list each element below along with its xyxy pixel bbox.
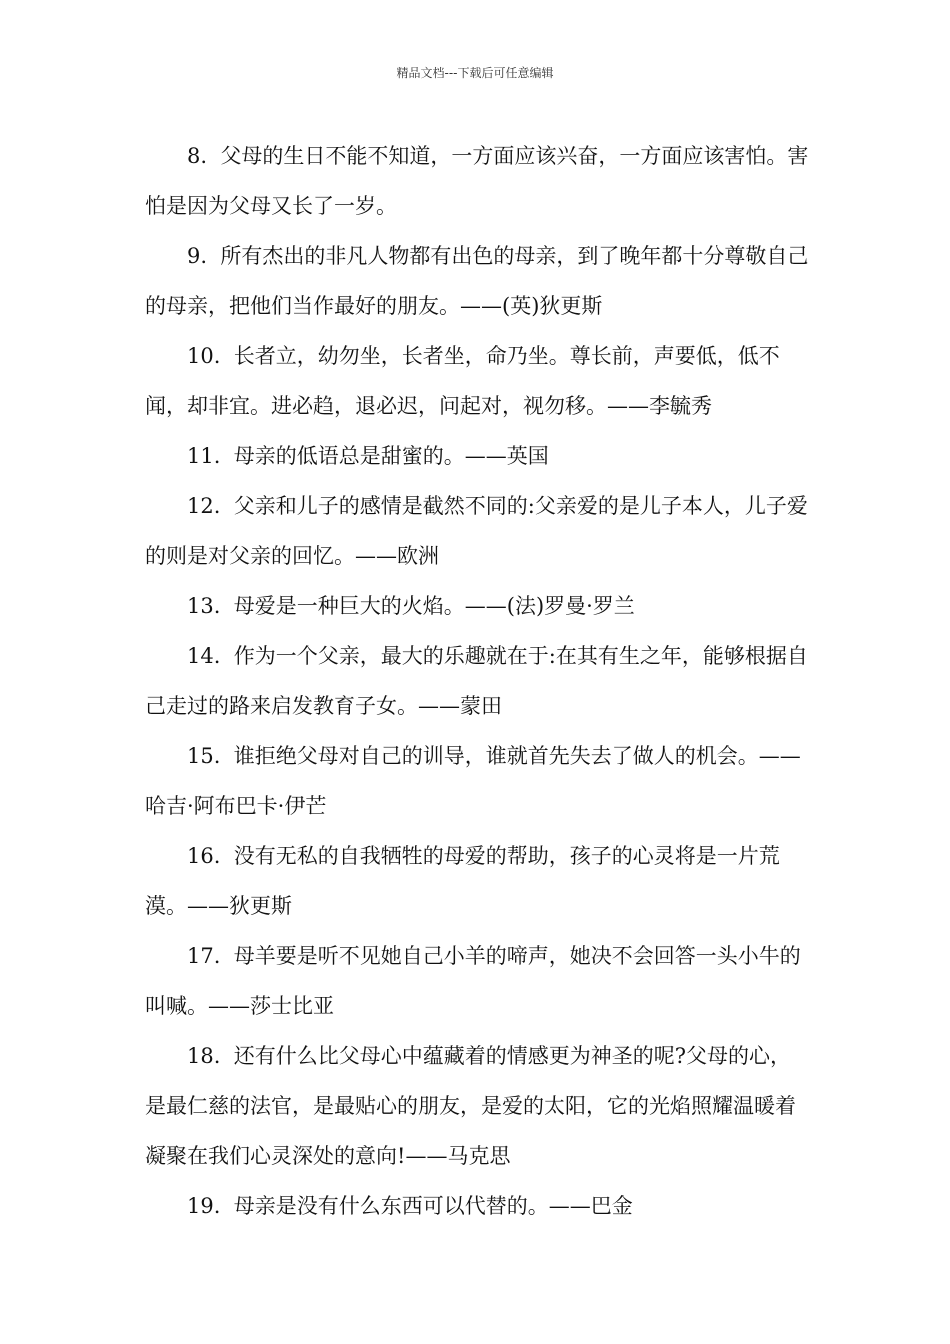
quote-paragraph-11: 11. 母亲的低语总是甜蜜的。——英国: [187, 444, 549, 468]
quote-paragraph-10: 10. 长者立，幼勿坐，长者坐，命乃坐。尊长前，声要低，低不闻，却非宜。进必趋，退必迟，问起对，视勿移。——李毓秀: [145, 344, 780, 418]
quote-paragraph-17: 17. 母羊要是听不见她自己小羊的啼声，她决不会回答一头小牛的叫喊。——莎士比亚: [145, 944, 801, 1018]
quote-paragraph-19: 19. 母亲是没有什么东西可以代替的。——巴金: [187, 1194, 633, 1218]
page-header: 精品文档---下载后可任意编辑: [396, 66, 554, 80]
quote-paragraph-18: 18. 还有什么比父母心中蕴藏着的情感更为神圣的呢?父母的心，是最仁慈的法官，是最贴心的朋友，是爱的太阳，它的光焰照耀温暖着凝聚在我们心灵深处的意向!——马克思: [145, 1044, 796, 1168]
quote-paragraph-13: 13. 母爱是一种巨大的火焰。——(法)罗曼·罗兰: [187, 594, 635, 618]
quote-paragraph-16: 16. 没有无私的自我牺牲的母爱的帮助，孩子的心灵将是一片荒漠。——狄更斯: [145, 844, 780, 918]
quote-paragraph-8: 8. 父母的生日不能不知道，一方面应该兴奋，一方面应该害怕。害怕是因为父母又长了一岁。: [145, 144, 809, 218]
document-body: [145, 131, 810, 1231]
quote-paragraph-9: 9. 所有杰出的非凡人物都有出色的母亲，到了晚年都十分尊敬自己的母亲，把他们当作最好的朋友。——(英)狄更斯: [145, 244, 809, 318]
quote-paragraph-15: 15. 谁拒绝父母对自己的训导，谁就首先失去了做人的机会。——哈吉·阿布巴卡·伊芒: [145, 744, 801, 818]
quote-paragraph-14: 14. 作为一个父亲，最大的乐趣就在于:在其有生之年，能够根据自己走过的路来启发教育子女。——蒙田: [145, 644, 808, 718]
quote-paragraph-12: 12. 父亲和儿子的感情是截然不同的:父亲爱的是儿子本人，儿子爱的则是对父亲的回忆。——欧洲: [145, 494, 808, 568]
